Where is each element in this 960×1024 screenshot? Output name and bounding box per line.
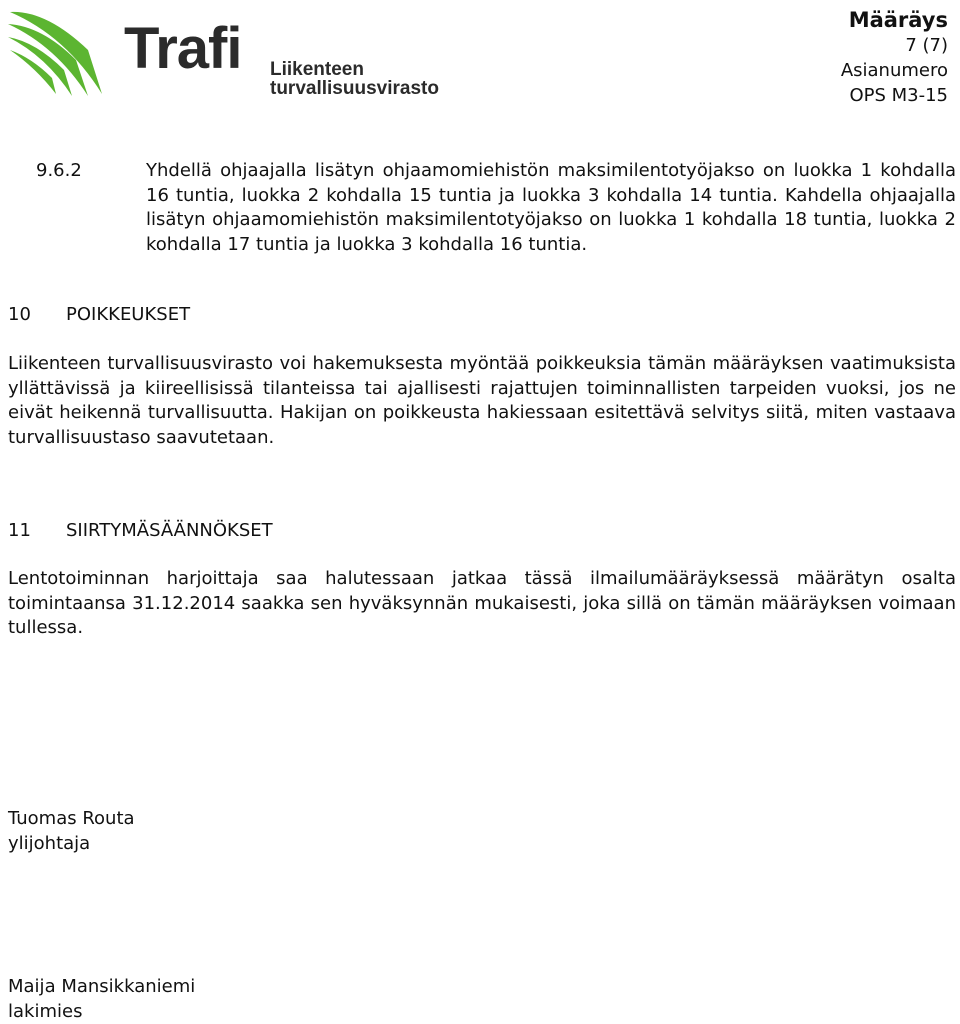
signature-block-1 <box>8 807 135 856</box>
section-10-number: 10 <box>8 304 31 325</box>
page-number: 7 (7) <box>841 33 948 58</box>
trafi-stripes-logo-icon <box>6 4 116 104</box>
trafi-logo <box>6 4 506 104</box>
document-header-info <box>841 8 948 108</box>
section-11-number: 11 <box>8 520 31 541</box>
logo-subtitle: Liikenteen turvallisuusvirasto <box>270 60 506 98</box>
signature-name: Maija Mansikkaniemi <box>8 975 195 1000</box>
section-11-title: SIIRTYMÄSÄÄNNÖKSET <box>66 520 273 541</box>
section-10-body: Liikenteen turvallisuusvirasto voi hakemuksesta myöntää poikkeuksia tämän määräyksen vaatimuksista yllättävissä ja kiireellisissä tilanteissa tai ajallisesti rajattujen toiminnallisten tarpeiden vuoksi, jos ne eivät heikennä turvallisuutta. Hakijan on poikkeusta hakiessaan esitettävä selvitys siitä, miten vastaava turvallisuustaso saavutetaan. <box>8 352 956 450</box>
item-text: Yhdellä ohjaajalla lisätyn ohjaamomiehistön maksimilentotyöjakso on luokka 1 kohdalla 16 tuntia, luokka 2 kohdalla 15 tuntia ja luokka 3 kohdalla 14 tuntia. Kahdella ohjaajalla lisätyn ohjaamomiehistön maksimilentotyöjakso on luokka 1 kohdalla 18 tuntia, luokka 2 kohdalla 17 tuntia ja luokka 3 kohdalla 16 tuntia. <box>146 159 956 257</box>
logo-name: Trafi <box>124 20 242 78</box>
signature-block-2 <box>8 975 195 1024</box>
reference-label: Asianumero <box>841 58 948 83</box>
item-number: 9.6.2 <box>36 159 82 184</box>
signature-title: ylijohtaja <box>8 832 135 857</box>
reference-value: OPS M3-15 <box>841 83 948 108</box>
section-11-body: Lentotoiminnan harjoittaja saa halutessaan jatkaa tässä ilmailumääräyksessä määrätyn osalta toimintaansa 31.12.2014 saakka sen hyväksynnän mukaisesti, joka sillä on tämän määräyksen voimaan tullessa. <box>8 567 956 641</box>
signature-name: Tuomas Routa <box>8 807 135 832</box>
document-type: Määräys <box>841 8 948 33</box>
signature-title: lakimies <box>8 1000 195 1024</box>
section-10-title: POIKKEUKSET <box>66 304 190 325</box>
